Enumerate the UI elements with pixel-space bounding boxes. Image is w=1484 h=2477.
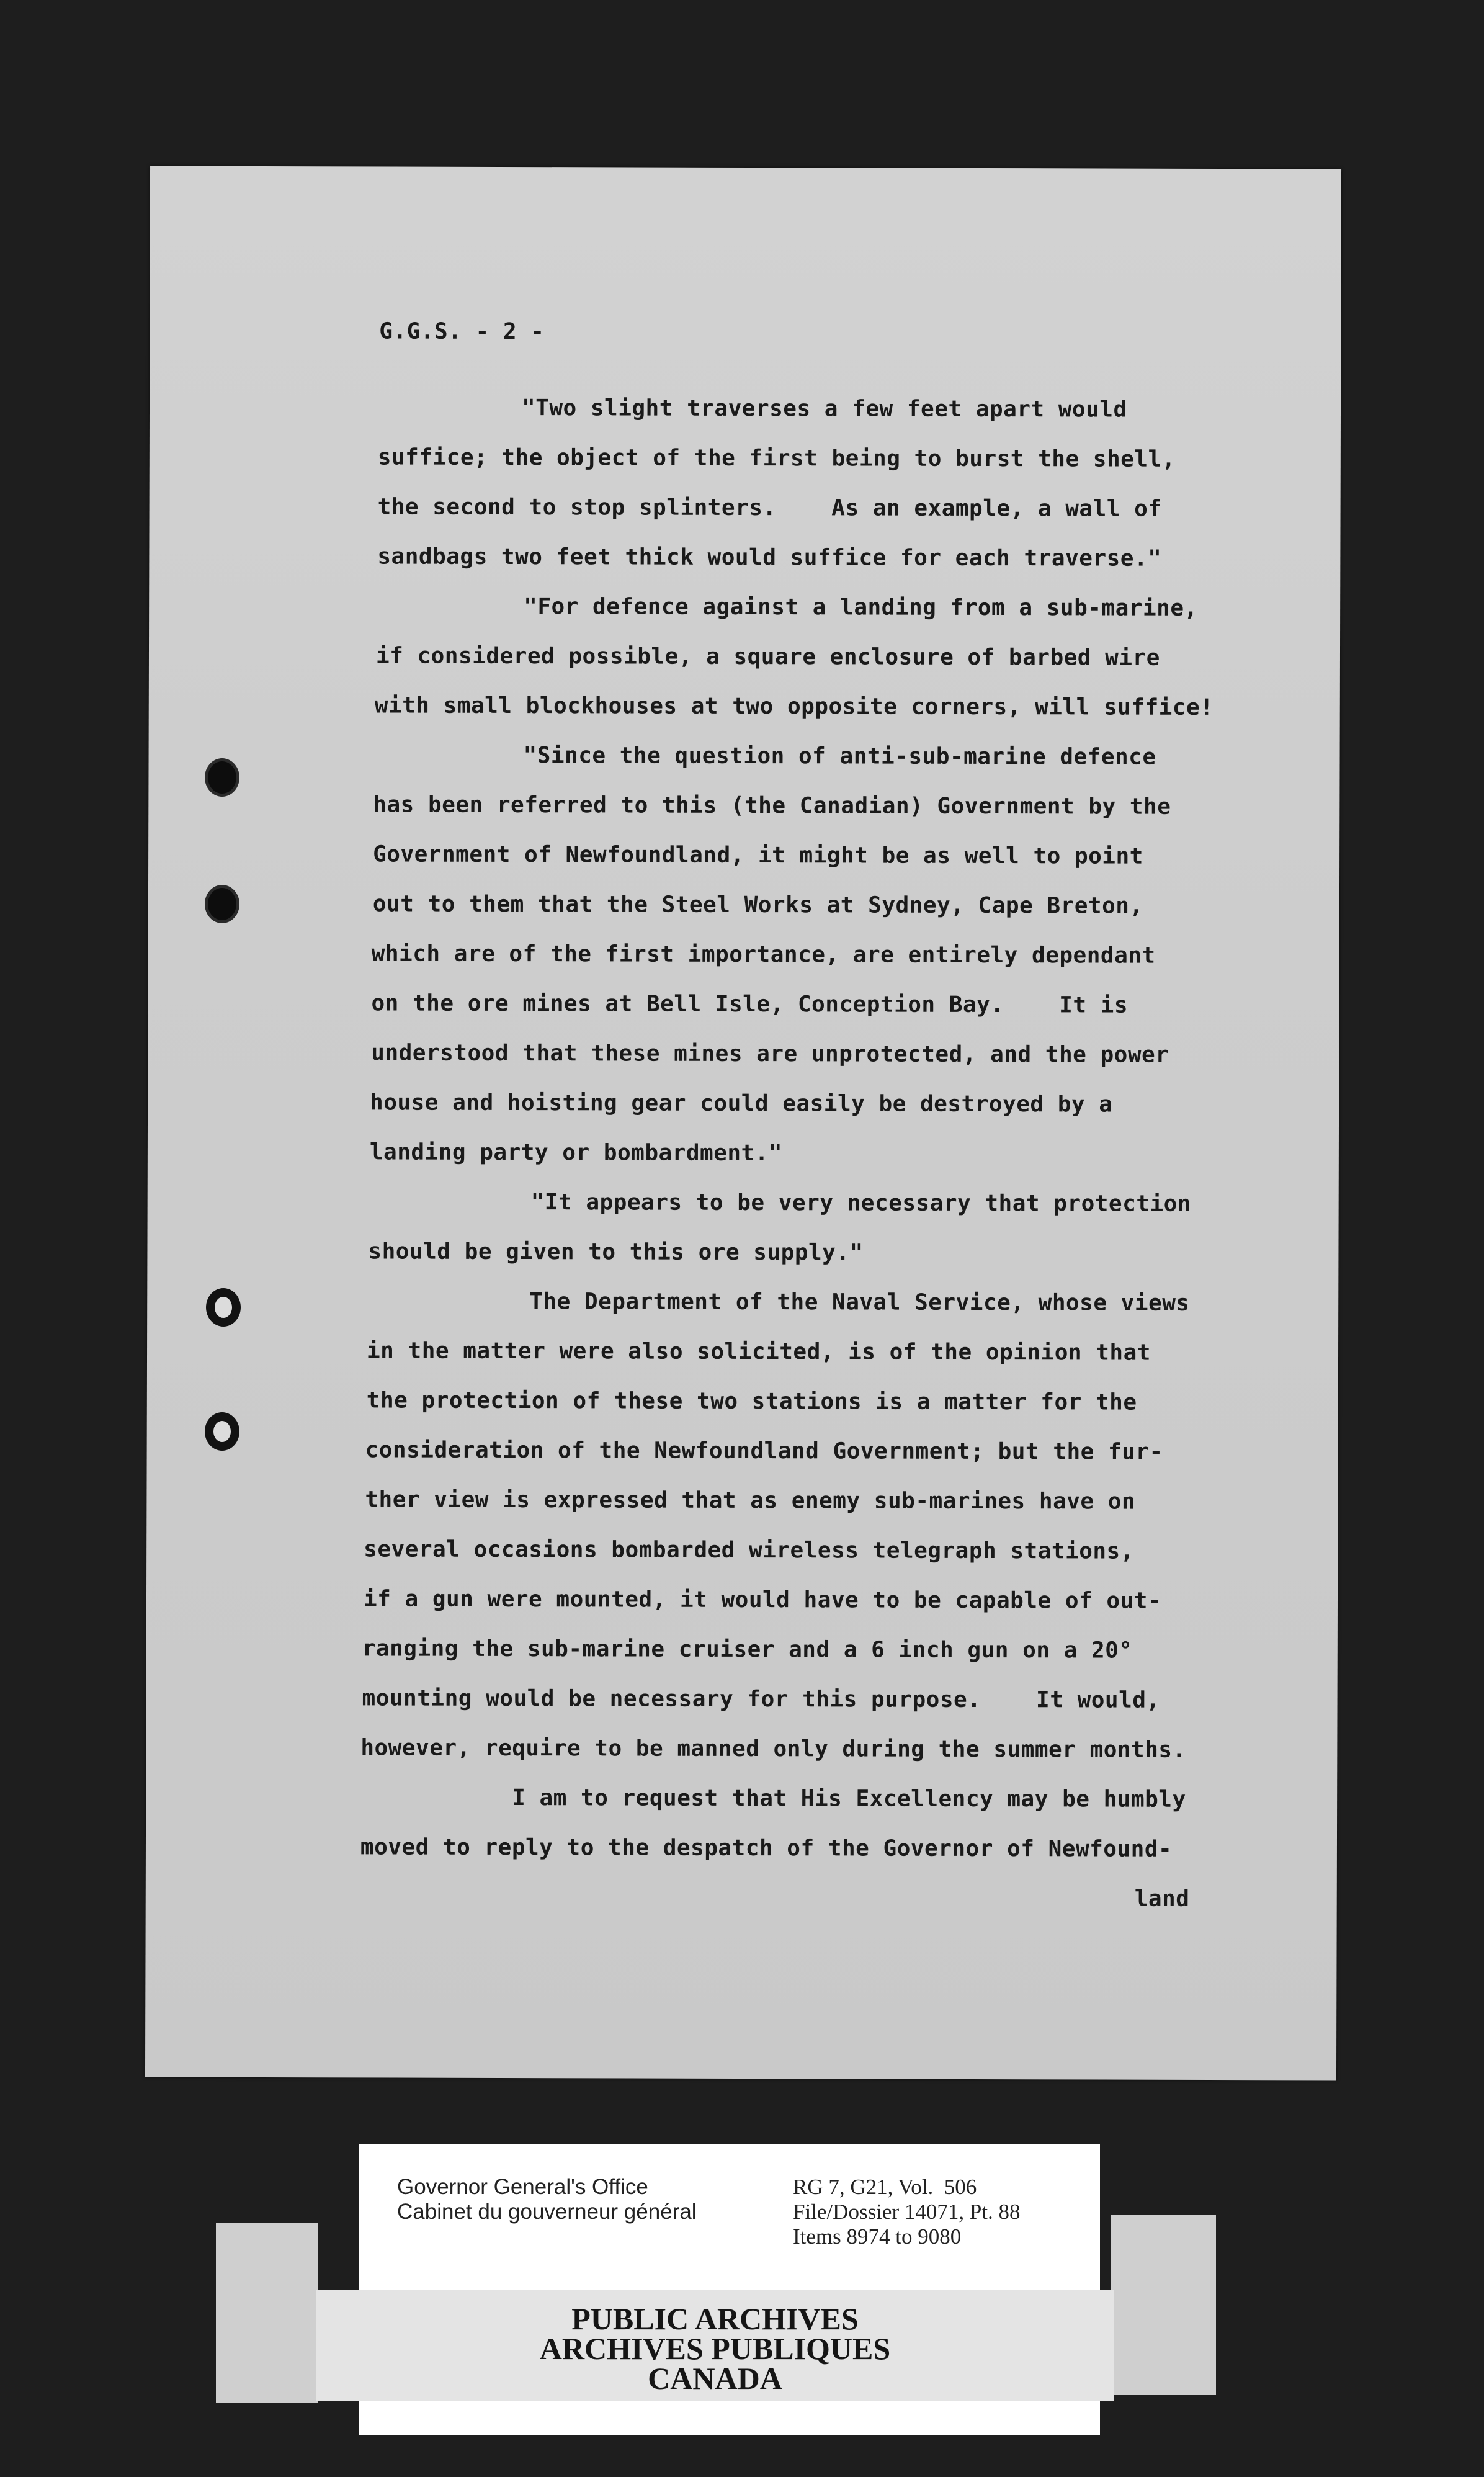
punch-hole	[205, 885, 239, 923]
punch-hole	[205, 758, 239, 797]
page-header: G.G.S. - 2 -	[379, 318, 545, 345]
text-line: the second to stop splinters. As an example, a wall of	[377, 494, 1162, 522]
stamp-line-fr: ARCHIVES PUBLIQUES	[539, 2331, 891, 2366]
text-line: Government of Newfoundland, it might be as well to point	[373, 841, 1143, 869]
punch-hole	[206, 1288, 241, 1327]
office-english: Governor General's Office	[397, 2175, 648, 2199]
text-line: which are of the first importance, are entirely dependant	[371, 941, 1156, 969]
text-line: "Since the question of anti-sub-marine defence	[523, 743, 1156, 770]
text-line: the protection of these two stations is a matter for the	[366, 1387, 1137, 1415]
stamp-line-country: CANADA	[648, 2361, 782, 2396]
text-line: ther view is expressed that as enemy sub-marines have on	[365, 1487, 1136, 1515]
text-line: landing party or bombardment."	[369, 1139, 783, 1167]
label-tab-left	[216, 2223, 318, 2403]
text-line: should be given to this ore supply."	[368, 1238, 864, 1266]
text-line: in the matter were also solicited, is of the opinion that	[366, 1338, 1151, 1366]
text-line: with small blockhouses at two opposite corners, will suffice!	[374, 692, 1214, 720]
text-line: I am to request that His Excellency may be humbly	[512, 1785, 1186, 1812]
text-line: several occasions bombarded wireless telegraph stations,	[364, 1536, 1134, 1564]
text-line: ranging the sub-marine cruiser and a 6 inch gun on a 20°	[362, 1636, 1133, 1664]
text-line: house and hoisting gear could easily be destroyed by a	[370, 1090, 1113, 1118]
text-line: The Department of the Naval Service, whose views	[529, 1289, 1190, 1316]
text-line: has been referred to this (the Canadian) Government by the	[373, 792, 1171, 820]
text-line: "It appears to be very necessary that protection	[530, 1189, 1192, 1217]
text-line: out to them that the Steel Works at Sydney, Cape Breton,	[372, 891, 1143, 919]
text-line: if considered possible, a square enclosure of barbed wire	[375, 643, 1160, 671]
label-tab-right	[1111, 2215, 1216, 2395]
document-page	[145, 166, 1341, 2080]
text-line: moved to reply to the despatch of the Governor of Newfound-	[360, 1834, 1173, 1862]
text-line: "Two slight traverses a few feet apart would	[521, 395, 1127, 423]
text-line: however, require to be manned only during the summer months.	[360, 1735, 1186, 1763]
text-line: land	[1134, 1886, 1190, 1912]
punch-hole	[205, 1412, 239, 1451]
stamp-line-en: PUBLIC ARCHIVES	[571, 2301, 859, 2336]
archive-reference: RG 7, G21, Vol. 506	[793, 2175, 977, 2199]
archive-items: Items 8974 to 9080	[793, 2224, 962, 2249]
text-line: "For defence against a landing from a sub-marine,	[524, 594, 1198, 621]
text-line: understood that these mines are unprotected, and the power	[371, 1040, 1169, 1068]
text-line: mounting would be necessary for this purpose. It would,	[362, 1685, 1160, 1713]
text-line: if a gun were mounted, it would have to be capable of out-	[363, 1586, 1162, 1614]
text-line: on the ore mines at Bell Isle, Conception Bay. It is	[371, 990, 1129, 1018]
archive-file: File/Dossier 14071, Pt. 88	[793, 2200, 1021, 2224]
office-french: Cabinet du gouverneur général	[397, 2200, 697, 2224]
archive-stamp-band	[316, 2290, 1114, 2401]
text-line: suffice; the object of the first being to burst the shell,	[377, 444, 1176, 472]
text-line: consideration of the Newfoundland Government; but the fur-	[365, 1437, 1163, 1465]
text-line: sandbags two feet thick would suffice for each traverse."	[377, 544, 1162, 571]
